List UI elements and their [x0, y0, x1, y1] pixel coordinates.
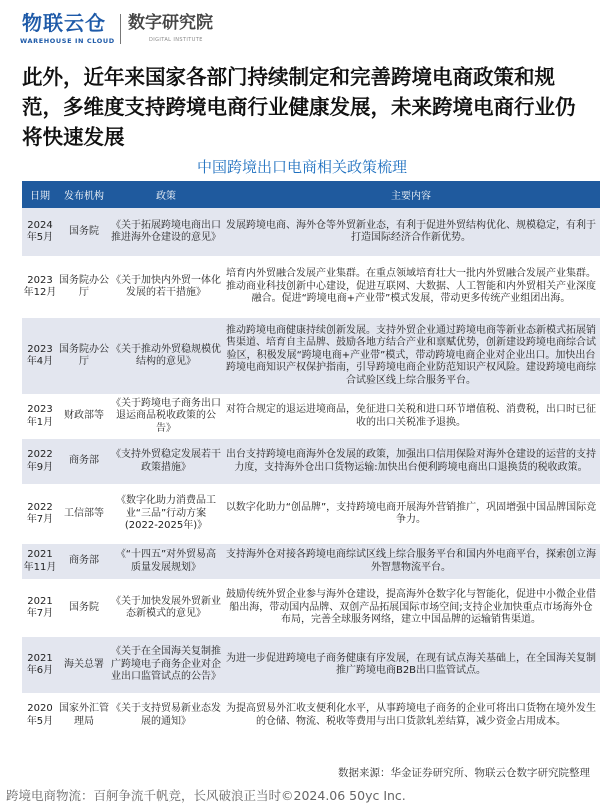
cell-agency: 国务院: [58, 208, 110, 256]
footer-watermark: 跨境电商物流：百舸争流千帆竞，长风破浪正当时©2024.06 50yc Inc.: [6, 788, 406, 803]
institute-logo-subtitle: DIGITAL INSTITUTE: [149, 37, 203, 43]
cell-content: 为提高贸易外汇收支便利化水平，从事跨境电子商务的企业可将出口货物在境外发生的仓储、物流、税收等费用与出口货款轧差结算，减少资金占用成本。: [222, 693, 600, 738]
cell-date: 2023年1月: [22, 394, 58, 439]
header-policy: 政策: [110, 181, 222, 208]
table-row: [22, 394, 600, 439]
cell-policy: 《关于加快内外贸一体化发展的若干措施》: [110, 256, 222, 318]
cell-content: 培育内外贸融合发展产业集群。在重点领域培育壮大一批内外贸融合发展产业集群。推动商业科技创新中心建设，促进互联网、大数据、人工智能和内外贸相关产业深度融合。促进“跨境电商+产业带”模式发展，带动更多传统产业组团出海。: [222, 256, 600, 318]
logo-divider: [120, 14, 121, 44]
cell-agency: 财政部等: [58, 394, 110, 439]
cell-agency: 海关总署: [58, 637, 110, 693]
table-row: [22, 318, 600, 394]
company-logo: 物联云仓: [22, 11, 106, 35]
cell-agency: 工信部等: [58, 484, 110, 544]
cell-policy: 《关于推动外贸稳规模优结构的意见》: [110, 318, 222, 394]
cell-agency: 国务院: [58, 579, 110, 637]
cell-policy: 《“十四五”对外贸易高质量发展规划》: [110, 544, 222, 579]
cell-date: 2023年4月: [22, 318, 58, 394]
table-title: 中国跨境出口电商相关政策梳理: [196, 158, 407, 176]
table-row: [22, 484, 600, 544]
cell-content: 鼓励传统外贸企业参与海外仓建设，提高海外仓数字化与智能化，促进中小微企业借船出海，带动国内品牌、双创产品拓展国际市场空间;支持企业加快重点市场海外仓布局，完善全球服务网络，建立中国品牌的运输销售渠道。: [222, 579, 600, 637]
cell-policy: 《关于支持贸易新业态发展的通知》: [110, 693, 222, 738]
table-row: [22, 693, 600, 738]
cell-agency: 商务部: [58, 439, 110, 484]
cell-content: 为进一步促进跨境电子商务健康有序发展，在现有试点海关基础上，在全国海关复制推广跨境电商B2B出口监管试点。: [222, 637, 600, 693]
cell-agency: 国务院办公厅: [58, 318, 110, 394]
cell-date: 2022年9月: [22, 439, 58, 484]
cell-policy: 《关于加快发展外贸新业态新模式的意见》: [110, 579, 222, 637]
table-row: [22, 256, 600, 318]
table-row: [22, 579, 600, 637]
cell-policy: 《关于跨境电子商务出口退运商品税收政策的公告》: [110, 394, 222, 439]
data-source-note: 数据来源：华金证券研究所、物联云仓数字研究院整理: [338, 767, 590, 779]
cell-policy: 《支持外贸稳定发展若干政策措施》: [110, 439, 222, 484]
cell-date: 2021年6月: [22, 637, 58, 693]
cell-policy: 《关于在全国海关复制推广跨境电子商务企业对企业出口监管试点的公告》: [110, 637, 222, 693]
cell-policy: 《关于拓展跨境电商出口推进海外仓建设的意见》: [110, 208, 222, 256]
cell-agency: 商务部: [58, 544, 110, 579]
cell-date: 2020年5月: [22, 693, 58, 738]
page-headline: 此外，近年来国家各部门持续制定和完善跨境电商政策和规范，多维度支持跨境电商行业健康发展，未来跨境电商行业仍将快速发展: [22, 65, 576, 149]
institute-logo: 数字研究院: [128, 13, 213, 33]
header: [0, 0, 604, 58]
cell-content: 支持海外仓对接各跨境电商综试区线上综合服务平台和国内外电商平台，探索创立海外智慧物流平台。: [222, 544, 600, 579]
table-row: [22, 544, 600, 579]
cell-content: 以数字化助力“创品牌”，支持跨境电商开展海外营销推广，巩固增强中国品牌国际竞争力。: [222, 484, 600, 544]
cell-date: 2022年7月: [22, 484, 58, 544]
policy-table: [22, 181, 600, 738]
company-logo-subtitle: WAREHOUSE IN CLOUD: [20, 37, 115, 45]
cell-agency: 国务院办公厅: [58, 256, 110, 318]
table-header-row: [22, 181, 600, 208]
header-content: 主要内容: [222, 181, 600, 208]
cell-content: 发展跨境电商、海外仓等外贸新业态，有利于促进外贸结构优化、规模稳定，有利于打造国际经济合作新优势。: [222, 208, 600, 256]
cell-content: 推动跨境电商健康持续创新发展。支持外贸企业通过跨境电商等新业态新模式拓展销售渠道、培育自主品牌、鼓励各地方结合产业和禀赋优势，创新建设跨境电商综合试验区，积极发展“跨境电商+产业带”模式，带动跨境电商企业对企业出口。加快出台跨境电商知识产权保护指南，引导跨境电商企业防范知识产权风险。建设跨境电商综合试验区线上综合服务平台。: [222, 318, 600, 394]
table-row: [22, 208, 600, 256]
cell-policy: 《数字化助力消费品工业“三品”行动方案(2022-2025年)》: [110, 484, 222, 544]
cell-date: 2021年11月: [22, 544, 58, 579]
cell-agency: 国家外汇管理局: [58, 693, 110, 738]
table-row: [22, 439, 600, 484]
cell-date: 2021年7月: [22, 579, 58, 637]
cell-date: 2024年5月: [22, 208, 58, 256]
cell-content: 出台支持跨境电商海外仓发展的政策，加强出口信用保险对海外仓建设的运营的支持力度，支持海外仓出口货物运输:加快出台便利跨境电商出口退换货的税收政策。: [222, 439, 600, 484]
cell-date: 2023年12月: [22, 256, 58, 318]
cell-content: 对符合规定的退运进境商品，免征进口关税和进口环节增值税、消费税，出口时已征收的出口关税准予退换。: [222, 394, 600, 439]
table-row: [22, 637, 600, 693]
header-date: 日期: [22, 181, 58, 208]
header-agency: 发布机构: [58, 181, 110, 208]
